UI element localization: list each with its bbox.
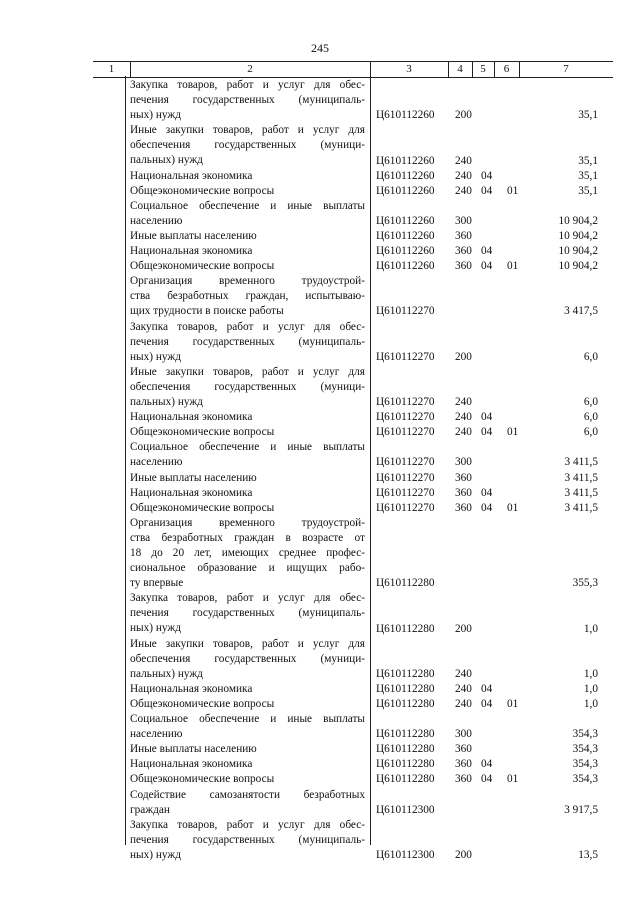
row-expense-group: 240 [455,682,472,695]
row-code: Ц610112280 [376,667,435,680]
header-col-1: 1 [108,63,115,75]
row-code: Ц610112270 [376,411,435,424]
row-name [130,184,365,199]
row-name [130,501,365,516]
row-expense-group: 360 [455,260,472,273]
row-name-line: сиональное образование и ищущих рабо- [130,562,365,575]
row-name [130,591,365,636]
row-name-line: ных) нужд [130,622,181,635]
row-expense-group: 240 [455,169,472,182]
row-expense-group: 300 [455,214,472,227]
row-name [130,259,365,274]
header-col-7: 7 [563,63,569,75]
row-subsection: 01 [507,426,519,439]
row-amount: 35,1 [578,154,598,167]
row-amount: 35,1 [578,184,598,197]
row-name-line: ту впервые [130,577,184,590]
row-name-line: ных) нужд [130,350,181,363]
row-amount: 3 917,5 [564,803,598,816]
row-name [130,757,365,772]
row-name-line: Закупка товаров, работ и услуг для обес- [130,79,365,91]
row-section: 04 [481,411,493,424]
page-number: 245 [311,41,329,55]
budget-table-body [0,78,640,863]
row-expense-group: 240 [455,697,472,710]
row-code: Ц610112260 [376,184,435,197]
row-section: 04 [481,426,493,439]
row-name-line: Национальная экономика [130,169,253,182]
row-expense-group: 240 [455,411,472,424]
table-header [93,61,613,78]
row-code: Ц610112260 [376,229,435,242]
row-section: 04 [481,245,493,258]
row-amount: 354,3 [572,773,598,786]
row-code: Ц610112260 [376,245,435,258]
row-name [130,274,365,319]
row-name [130,169,365,184]
row-code: Ц610112300 [376,803,435,816]
row-name [130,244,365,259]
row-name-line: Закупка товаров, работ и услуг для обес- [130,320,365,333]
row-amount: 10 904,2 [558,245,598,258]
row-name [130,78,365,123]
row-name [130,697,365,712]
row-expense-group: 360 [455,773,472,786]
row-name [130,486,365,501]
row-name-line: граждан [130,803,170,816]
row-name-line: Иные выплаты населению [130,743,257,756]
row-amount: 354,3 [572,758,598,771]
row-name-line: Национальная экономика [130,245,253,258]
table-row [0,123,640,168]
row-expense-group: 300 [455,456,472,469]
row-name-line: печения государственных (муниципаль- [130,335,365,348]
row-code: Ц610112270 [376,350,435,363]
row-code: Ц610112270 [376,471,435,484]
row-expense-group: 360 [455,758,472,771]
row-amount: 354,3 [572,728,598,741]
table-row [0,501,640,516]
row-code: Ц610112300 [376,848,435,861]
row-amount: 3 411,5 [564,501,598,514]
row-name-line: Общеэкономические вопросы [130,260,275,273]
table-row [0,169,640,184]
row-expense-group: 360 [455,743,472,756]
row-name [130,365,365,410]
row-name-line: пальных) нужд [130,154,203,167]
row-name [130,410,365,425]
row-name-line: Организация временного трудоустрой- [130,275,365,288]
row-expense-group: 240 [455,667,472,680]
table-row [0,788,640,818]
row-name-line: Иные закупки товаров, работ и услуг для [130,637,365,650]
table-row [0,274,640,319]
row-name-line: Национальная экономика [130,758,253,771]
table-row [0,682,640,697]
row-section: 04 [481,169,493,182]
row-amount: 3 411,5 [564,471,598,484]
row-code: Ц610112260 [376,154,435,167]
header-col-2: 2 [247,63,253,75]
row-name-line: пальных) нужд [130,396,203,409]
row-amount: 6,0 [583,426,598,439]
row-expense-group: 240 [455,184,472,197]
row-name-line: ных) нужд [130,848,181,861]
row-name [130,818,365,863]
row-code: Ц610112260 [376,109,435,122]
row-amount: 3 417,5 [564,305,598,318]
row-name [130,199,365,229]
row-expense-group: 300 [455,728,472,741]
row-amount: 3 411,5 [564,456,598,469]
row-name-line: Национальная экономика [130,682,253,695]
row-subsection: 01 [507,260,519,273]
table-row [0,591,640,636]
row-name-line: Иные выплаты населению [130,471,257,484]
header-col-3: 3 [406,63,412,75]
row-name-line: населению [130,456,183,469]
row-amount: 6,0 [583,396,598,409]
table-row [0,818,640,863]
row-name [130,682,365,697]
row-name-line: ства безработных граждан в возрасте от [130,531,365,544]
row-name-line: населению [130,214,183,227]
table-row [0,365,640,410]
table-row [0,757,640,772]
row-name-line: Иные закупки товаров, работ и услуг для [130,124,365,137]
row-section: 04 [481,758,493,771]
row-code: Ц610112260 [376,214,435,227]
row-expense-group: 240 [455,396,472,409]
row-expense-group: 360 [455,501,472,514]
row-name-line: Иные закупки товаров, работ и услуг для [130,365,365,378]
row-name-line: Социальное обеспечение и иные выплаты [130,199,365,212]
table-row [0,184,640,199]
row-section: 04 [481,486,493,499]
row-name [130,788,365,818]
row-name-line: Социальное обеспечение и иные выплаты [130,441,365,454]
row-name [130,425,365,440]
row-name-line: Социальное обеспечение и иные выплаты [130,713,365,726]
row-subsection: 01 [507,184,519,197]
row-code: Ц610112270 [376,305,435,318]
header-col-6: 6 [503,63,510,75]
table-row [0,229,640,244]
table-row [0,410,640,425]
row-amount: 6,0 [583,411,598,424]
row-name [130,712,365,742]
row-code: Ц610112280 [376,622,435,635]
row-name-line: печения государственных (муниципаль- [130,607,365,620]
row-name-line: ства безработных граждан, испытываю- [130,290,365,303]
row-code: Ц610112260 [376,169,435,182]
table-row [0,440,640,470]
row-name [130,637,365,682]
table-row [0,486,640,501]
row-name-line: населению [130,728,183,741]
row-section: 04 [481,184,493,197]
row-name [130,516,365,591]
row-code: Ц610112280 [376,773,435,786]
table-row [0,199,640,229]
row-code: Ц610112280 [376,758,435,771]
table-row [0,772,640,787]
row-expense-group: 360 [455,486,472,499]
row-section: 04 [481,697,493,710]
row-name-line: обеспечения государственных (муници- [130,139,365,152]
row-code: Ц610112270 [376,501,435,514]
row-code: Ц610112280 [376,728,435,741]
row-expense-group: 200 [455,350,472,363]
row-expense-group: 360 [455,245,472,258]
row-code: Ц610112280 [376,577,435,590]
row-name-line: печения государственных (муниципаль- [130,94,365,107]
row-section: 04 [481,260,493,273]
row-amount: 10 904,2 [558,260,598,273]
row-amount: 354,3 [572,743,598,756]
row-name-line: Национальная экономика [130,411,253,424]
row-expense-group: 360 [455,471,472,484]
header-col-4: 4 [457,63,463,75]
row-code: Ц610112280 [376,697,435,710]
row-name [130,772,365,787]
row-expense-group: 360 [455,229,472,242]
table-row [0,697,640,712]
row-code: Ц610112280 [376,743,435,756]
table-row [0,259,640,274]
row-amount: 1,0 [583,682,598,695]
row-name-line: 18 до 20 лет, имеющих среднее профес- [130,546,365,559]
row-name-line: Общеэкономические вопросы [130,501,275,514]
row-name-line: Иные выплаты населению [130,229,257,242]
row-name-line: щих трудности в поиске работы [130,305,284,318]
row-code: Ц610112270 [376,426,435,439]
row-amount: 35,1 [578,169,598,182]
row-name-line: Общеэкономические вопросы [130,426,275,439]
table-row [0,244,640,259]
row-section: 04 [481,501,493,514]
row-name-line: печения государственных (муниципаль- [130,833,365,846]
row-amount: 3 411,5 [564,486,598,499]
row-amount: 1,0 [583,697,598,710]
table-row [0,78,640,123]
row-name [130,742,365,757]
row-amount: 1,0 [583,667,598,680]
row-expense-group: 240 [455,426,472,439]
row-name-line: пальных) нужд [130,667,203,680]
row-name [130,320,365,365]
row-code: Ц610112270 [376,456,435,469]
row-section: 04 [481,682,493,695]
table-row [0,742,640,757]
row-amount: 1,0 [583,622,598,635]
table-row [0,712,640,742]
row-amount: 6,0 [583,350,598,363]
row-name [130,123,365,168]
table-row [0,425,640,440]
row-expense-group: 200 [455,848,472,861]
table-row [0,471,640,486]
row-name-line: Закупка товаров, работ и услуг для обес- [130,818,365,831]
row-subsection: 01 [507,697,519,710]
row-code: Ц610112270 [376,486,435,499]
row-name-line: обеспечения государственных (муници- [130,380,365,393]
row-name [130,471,365,486]
header-col-5: 5 [480,63,486,75]
row-name-line: ных) нужд [130,109,181,122]
row-name-line: Общеэкономические вопросы [130,697,275,710]
row-subsection: 01 [507,773,519,786]
row-expense-group: 200 [455,622,472,635]
row-amount: 10 904,2 [558,214,598,227]
table-row [0,637,640,682]
row-code: Ц610112280 [376,682,435,695]
row-amount: 35,1 [578,109,598,122]
row-name-line: Общеэкономические вопросы [130,184,275,197]
row-code: Ц610112260 [376,260,435,273]
row-code: Ц610112270 [376,396,435,409]
row-name-line: обеспечения государственных (муници- [130,652,365,665]
row-name-line: Организация временного трудоустрой- [130,516,365,529]
row-name-line: Содействие самозанятости безработных [130,788,365,801]
row-amount: 13,5 [578,848,598,861]
table-row [0,516,640,592]
row-section: 04 [481,773,493,786]
row-name [130,440,365,470]
row-amount: 355,3 [572,577,598,590]
row-name-line: Общеэкономические вопросы [130,773,275,786]
row-name-line: Национальная экономика [130,486,253,499]
row-amount: 10 904,2 [558,229,598,242]
row-name [130,229,365,244]
row-name-line: Закупка товаров, работ и услуг для обес- [130,592,365,605]
row-expense-group: 200 [455,109,472,122]
row-expense-group: 240 [455,154,472,167]
row-subsection: 01 [507,501,519,514]
table-row [0,320,640,365]
